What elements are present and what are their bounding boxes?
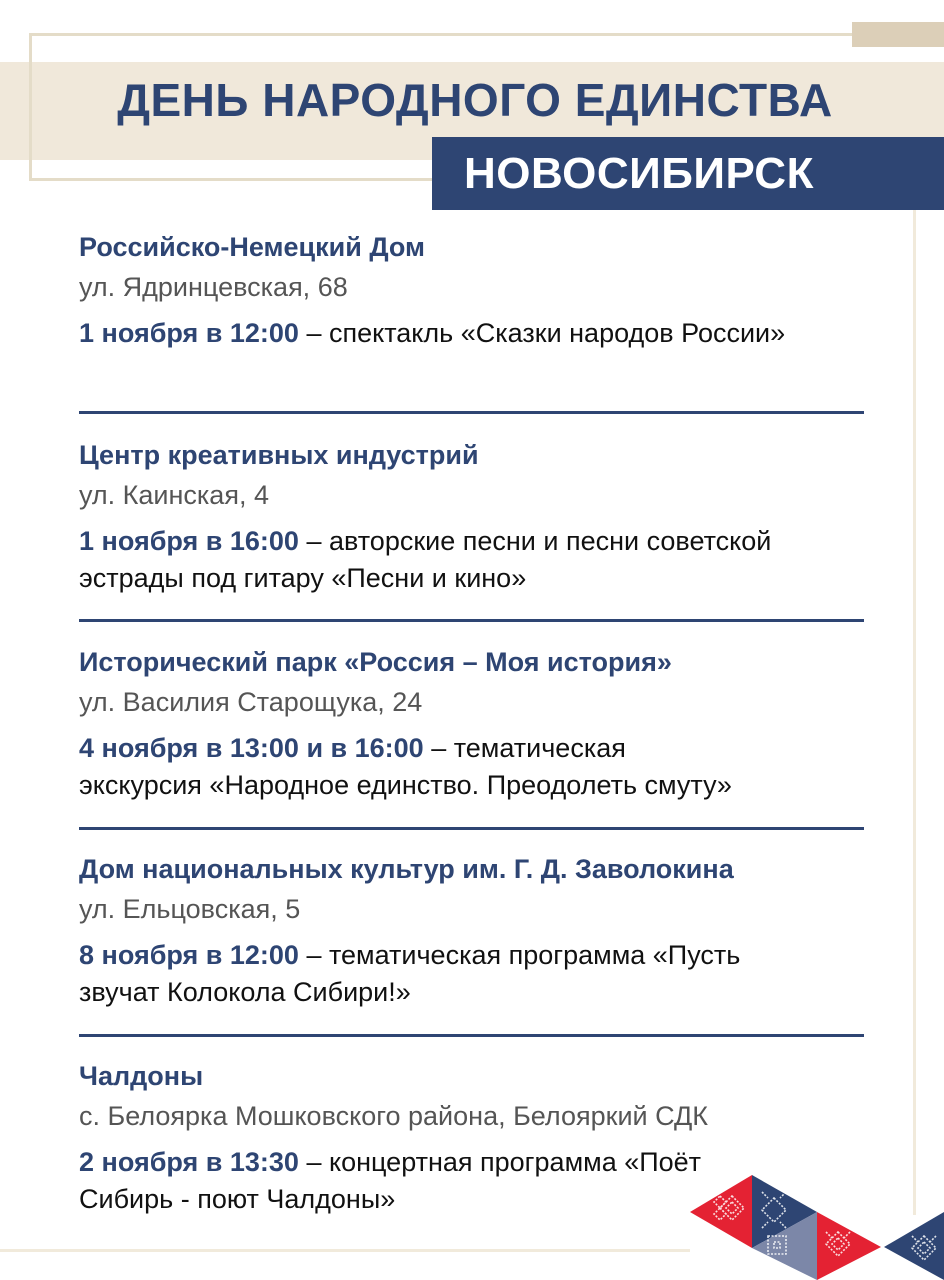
event-description: – концертная программа «Поёт Сибирь - поют Чалдоны» xyxy=(79,1147,702,1214)
section-divider xyxy=(79,411,864,414)
event-description: – спектакль «Сказки народов России» xyxy=(298,318,786,348)
header-accent-tab xyxy=(852,22,944,47)
venue-address: ул. Ядринцевская, 68 xyxy=(79,272,348,302)
event-datetime: 4 ноября в 13:00 и в 16:00 xyxy=(79,733,424,763)
event-details xyxy=(79,937,779,1011)
venue-address: ул. Василия Старощука, 24 xyxy=(79,687,423,717)
page-title: ДЕНЬ НАРОДНОГО ЕДИНСТВА xyxy=(117,73,833,126)
event-datetime: 1 ноября в 12:00 xyxy=(79,318,299,348)
event-description: – тематическая программа «Пусть звучат Колокола Сибири!» xyxy=(79,940,741,1007)
venue-name: Чалдоны xyxy=(79,1061,204,1091)
event-section xyxy=(79,642,879,804)
venue-name: Исторический парк «Россия – Моя история» xyxy=(79,647,672,677)
section-divider xyxy=(79,1034,864,1037)
event-datetime: 2 ноября в 13:30 xyxy=(79,1147,299,1177)
event-section xyxy=(79,849,879,1011)
section-divider xyxy=(79,827,864,830)
city-name: НОВОСИБИРСК xyxy=(464,148,814,198)
event-datetime: 8 ноября в 12:00 xyxy=(79,940,299,970)
venue-name: Российско-Немецкий Дом xyxy=(79,232,425,262)
folk-ornament-icon xyxy=(680,1160,944,1280)
section-divider xyxy=(79,619,864,622)
decorative-bottom-line xyxy=(0,1249,690,1252)
event-datetime: 1 ноября в 16:00 xyxy=(79,526,299,556)
city-banner xyxy=(432,137,944,210)
event-description: – тематическая экскурсия «Народное единство. Преодолеть смуту» xyxy=(79,733,732,800)
event-details xyxy=(79,523,809,597)
venue-address: с. Белоярка Мошковского района, Белояркий СДК xyxy=(79,1101,709,1131)
event-section xyxy=(79,227,879,352)
venue-address: ул. Ельцовская, 5 xyxy=(79,894,301,924)
decorative-vertical-line xyxy=(913,210,916,1215)
venue-address: ул. Каинская, 4 xyxy=(79,480,269,510)
event-details xyxy=(79,315,799,352)
venue-name: Центр креативных индустрий xyxy=(79,440,479,470)
event-details xyxy=(79,1144,739,1218)
event-section xyxy=(79,435,879,597)
venue-name: Дом национальных культур им. Г. Д. Заволокина xyxy=(79,854,734,884)
event-details xyxy=(79,730,739,804)
event-description: – авторские песни и песни советской эстрады под гитару «Песни и кино» xyxy=(79,526,772,593)
